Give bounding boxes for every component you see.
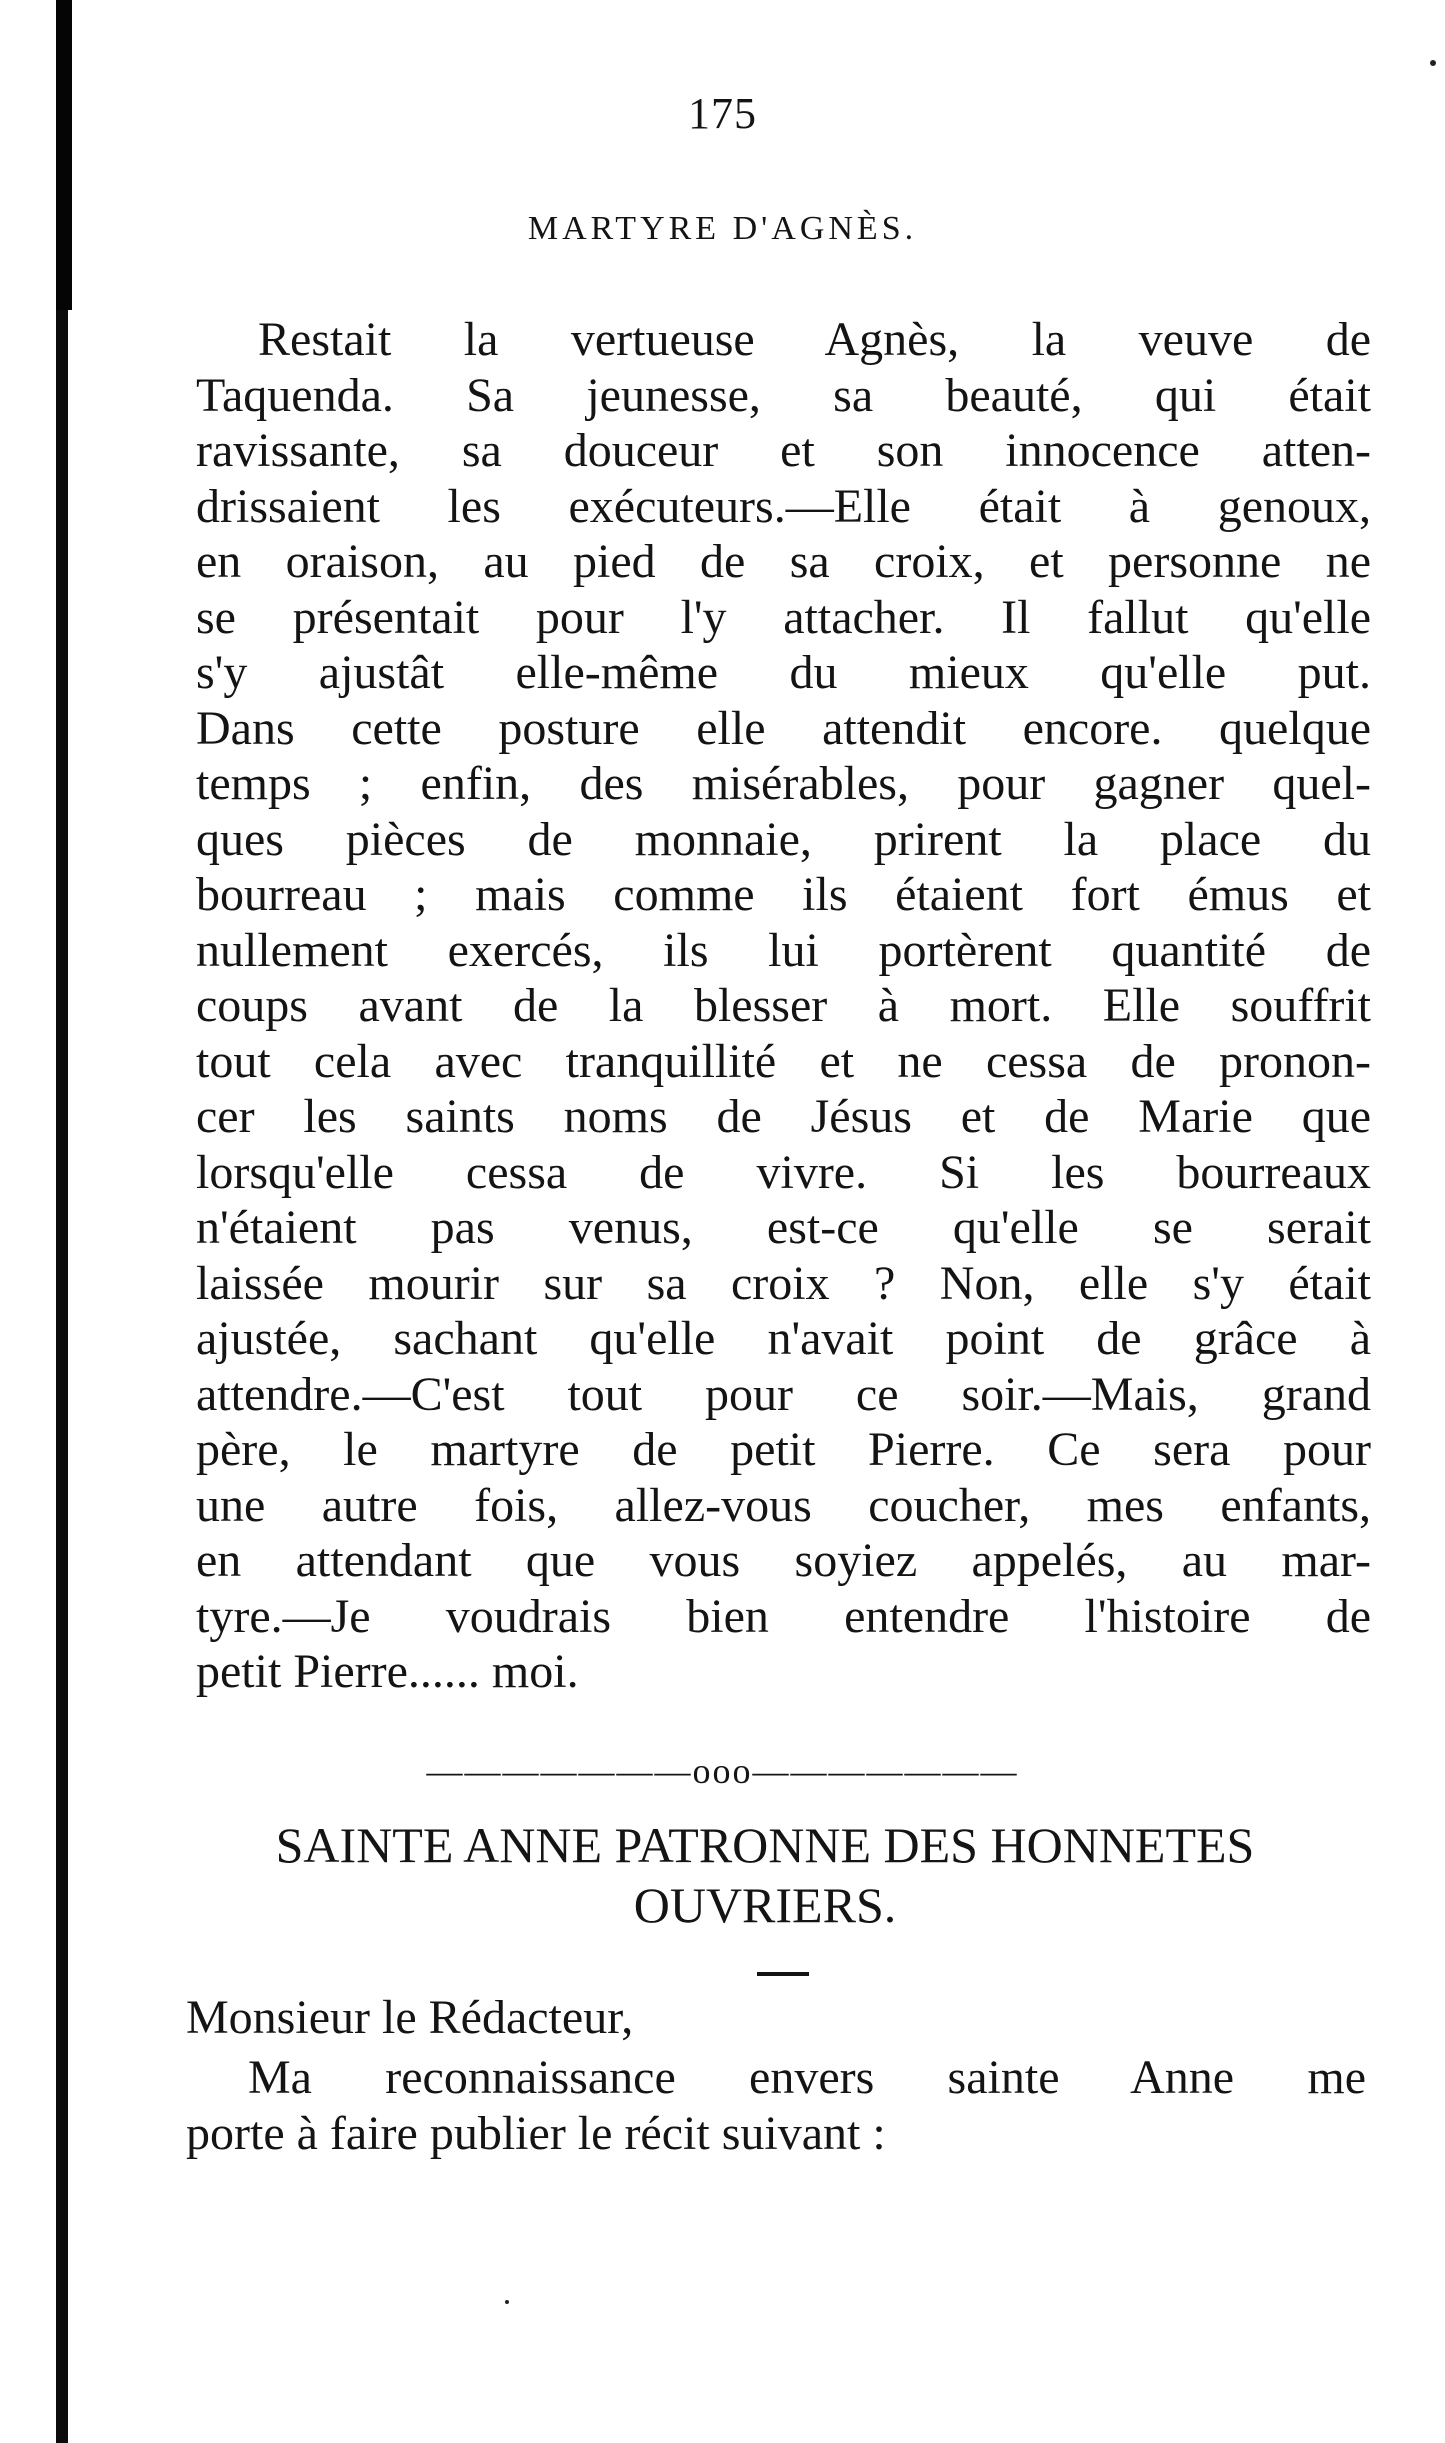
text-line: cer les saints noms de Jésus et de Marie que bbox=[196, 1090, 1371, 1143]
text-line: n'étaient pas venus, est-ce qu'elle se serait bbox=[196, 1201, 1371, 1254]
body-paragraph bbox=[196, 312, 1371, 1700]
text-line: tyre.—Je voudrais bien entendre l'histoire de bbox=[196, 1589, 1371, 1643]
text-line: coups avant de la blesser à mort. Elle souffrit bbox=[196, 979, 1371, 1032]
text-line: bourreau ; mais comme ils étaient fort émus et bbox=[196, 868, 1371, 921]
text-line: en oraison, au pied de sa croix, et personne ne bbox=[196, 535, 1371, 588]
text-line: Ma reconnaissance envers sainte Anne me bbox=[248, 2051, 1366, 2104]
speck bbox=[505, 2300, 509, 2304]
book-spine-shadow bbox=[56, 0, 72, 310]
book-spine-edge bbox=[56, 0, 68, 2443]
text-line: une autre fois, allez-vous coucher, mes enfants, bbox=[196, 1478, 1371, 1532]
text-line: petit Pierre...... moi. bbox=[196, 1645, 579, 1698]
text-line: nullement exercés, ils lui portèrent quantité de bbox=[196, 923, 1371, 977]
text-line: en attendant que vous soyiez appelés, au mar- bbox=[196, 1534, 1371, 1587]
text-line: laissée mourir sur sa croix ? Non, elle s'y était bbox=[196, 1256, 1371, 1310]
speck bbox=[1430, 60, 1436, 66]
text-line: Taquenda. Sa jeunesse, sa beauté, qui était bbox=[196, 368, 1371, 422]
text-line: ajustée, sachant qu'elle n'avait point de grâce à bbox=[196, 1312, 1371, 1365]
salutation: Monsieur le Rédacteur, bbox=[186, 1991, 634, 2044]
text-line: temps ; enfin, des misérables, pour gagner quel- bbox=[196, 757, 1371, 810]
text-line: porte à faire publier le récit suivant : bbox=[186, 2106, 886, 2160]
section-title-line-1: SAINTE ANNE PATRONNE DES HONNETES bbox=[275, 1817, 1255, 1873]
text-line: ravissante, sa douceur et son innocence atten- bbox=[196, 424, 1371, 477]
text-line: s'y ajustât elle-même du mieux qu'elle put. bbox=[196, 646, 1371, 699]
section-title-line-2: OUVRIERS. bbox=[633, 1877, 897, 1933]
text-line: Dans cette posture elle attendit encore. quelque bbox=[196, 701, 1371, 755]
text-line: ques pièces de monnaie, prirent la place du bbox=[196, 812, 1371, 866]
section-title bbox=[160, 1815, 1370, 1935]
text-line: tout cela avec tranquillité et ne cessa de pronon- bbox=[196, 1034, 1371, 1088]
letter-paragraph bbox=[186, 2050, 1366, 2161]
running-head: MARTYRE D'AGNÈS. bbox=[527, 210, 918, 247]
title-rule bbox=[757, 1972, 809, 1976]
text-line: attendre.—C'est tout pour ce soir.—Mais, grand bbox=[196, 1367, 1371, 1421]
page-number: 175 bbox=[688, 89, 757, 138]
text-line: se présentait pour l'y attacher. Il fallut qu'elle bbox=[196, 590, 1371, 644]
text-line: Restait la vertueuse Agnès, la veuve de bbox=[258, 313, 1371, 366]
text-line: drissaient les exécuteurs.—Elle était à genoux, bbox=[196, 479, 1371, 533]
text-line: père, le martyre de petit Pierre. Ce sera pour bbox=[196, 1423, 1371, 1476]
text-line: lorsqu'elle cessa de vivre. Si les bourreaux bbox=[196, 1145, 1371, 1199]
section-divider: ———————ooo——————— bbox=[426, 1751, 1019, 1791]
